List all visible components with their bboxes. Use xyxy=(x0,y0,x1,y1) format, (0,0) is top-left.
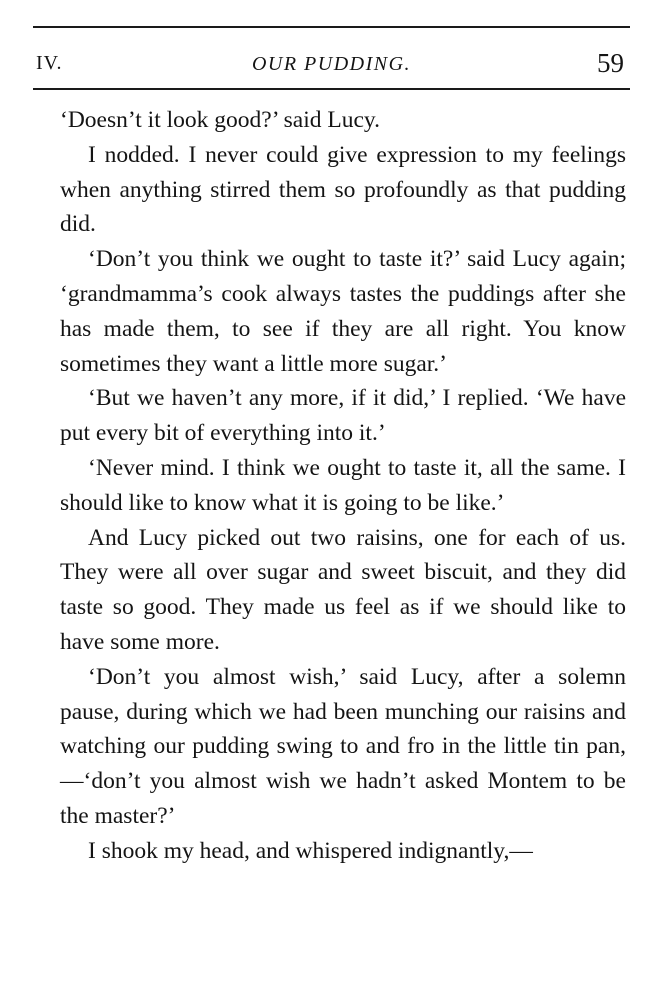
paragraph: ‘Don’t you think we ought to taste it?’ said Lucy again; ‘grandmamma’s cook always tastes the puddings after she has made them, to see if they are all right. You know sometimes they want a little more sugar.’ xyxy=(60,246,626,377)
header-top-rule xyxy=(33,26,630,28)
header-bottom-rule xyxy=(33,88,630,90)
paragraph: I nodded. I never could give expression to my feelings when anything stirred them so profoundly as that pudding did. xyxy=(60,141,626,238)
running-header xyxy=(33,44,630,80)
page-number: 59 xyxy=(597,48,624,78)
paragraph: And Lucy picked out two raisins, one for each of us. They were all over sugar and sweet biscuit, and they did taste so good. They made us feel as if we should like to have some more. xyxy=(60,524,626,655)
paragraph: ‘Never mind. I think we ought to taste it, all the same. I should like to know what it is going to be like.’ xyxy=(60,454,626,516)
paragraph: ‘Doesn’t it look good?’ said Lucy. xyxy=(60,107,381,133)
paragraph: ‘Don’t you almost wish,’ said Lucy, after a solemn pause, during which we had been munching our raisins and watching our pudding swing to and fro in the little tin pan,—‘don’t you almost wish we hadn’t asked Montem to be the master?’ xyxy=(60,663,626,829)
running-title: OUR PUDDING. xyxy=(251,53,412,75)
chapter-number: IV. xyxy=(36,52,63,74)
paragraph: I shook my head, and whispered indignantly,— xyxy=(88,837,533,864)
body-text xyxy=(60,103,626,869)
paragraph: ‘But we haven’t any more, if it did,’ I replied. ‘We have put every bit of everything into it.’ xyxy=(60,385,626,447)
